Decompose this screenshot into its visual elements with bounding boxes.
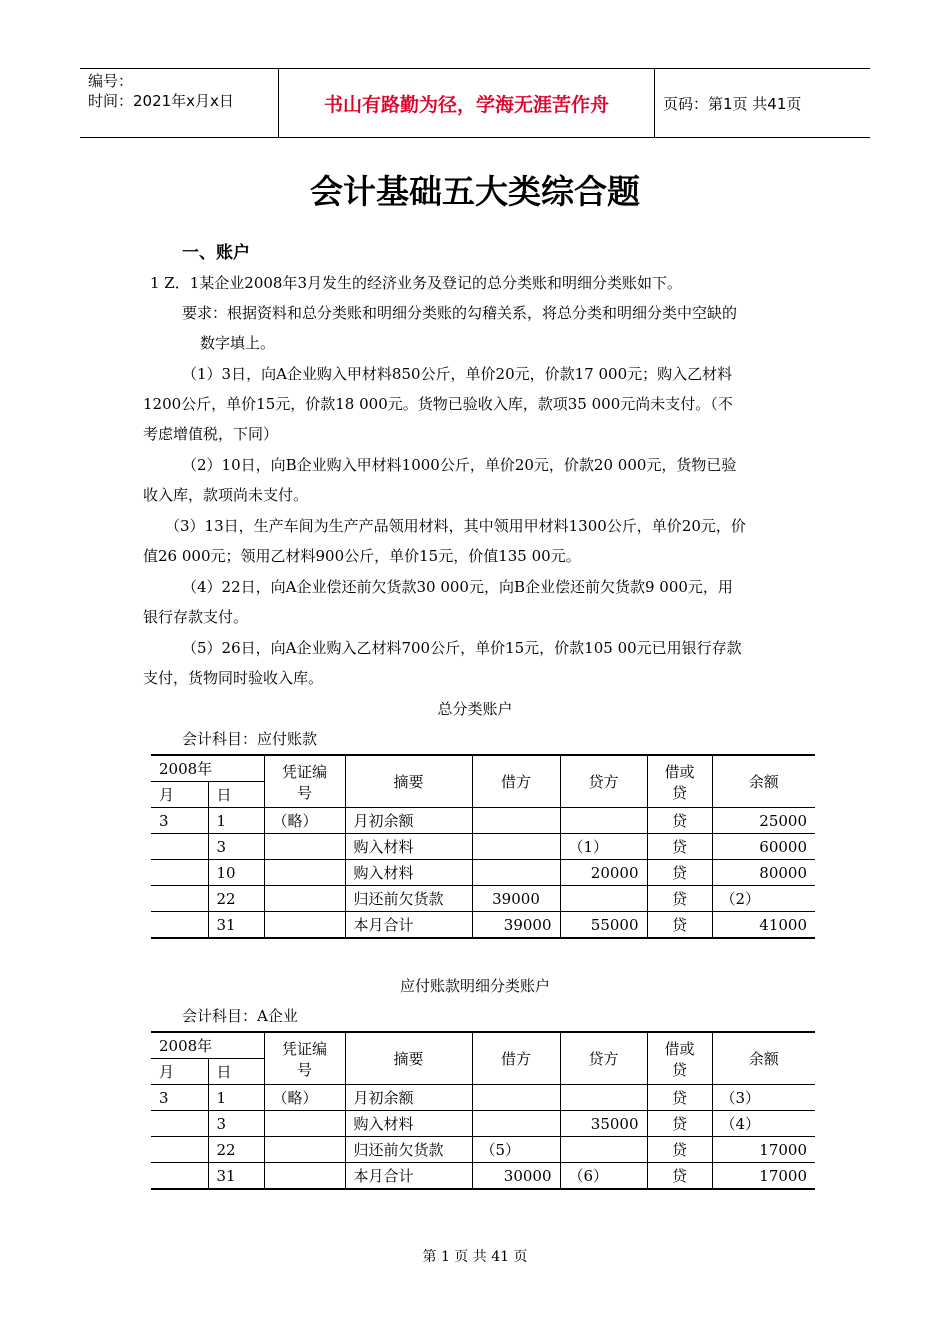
header-year: 2008年 bbox=[151, 755, 264, 782]
table-row bbox=[151, 1085, 815, 1111]
paragraph: 支付，货物同时验收入库。 bbox=[143, 669, 324, 687]
cell-day: 22 bbox=[208, 886, 264, 912]
cell-debit bbox=[472, 860, 560, 886]
cell-balance: 60000 bbox=[712, 834, 815, 860]
cell-summary: 购入材料 bbox=[345, 834, 472, 860]
cell-credit bbox=[560, 1137, 647, 1163]
cell-credit: （6） bbox=[560, 1163, 647, 1190]
table-row bbox=[151, 886, 815, 912]
header-summary: 摘要 bbox=[345, 755, 472, 808]
cell-month bbox=[151, 860, 208, 886]
cell-voucher bbox=[264, 912, 345, 939]
cell-month: 3 bbox=[151, 808, 208, 834]
cell-dc: 贷 bbox=[647, 834, 712, 860]
cell-day: 3 bbox=[208, 1111, 264, 1137]
header-voucher: 凭证编 号 bbox=[264, 1032, 345, 1085]
cell-month bbox=[151, 1111, 208, 1137]
paragraph: 值26 000元；领用乙材料900公斤，单价15元，价值135 00元。 bbox=[143, 547, 581, 565]
cell-dc: 贷 bbox=[647, 860, 712, 886]
cell-voucher bbox=[264, 1163, 345, 1190]
cell-credit: 35000 bbox=[560, 1111, 647, 1137]
cell-dc: 贷 bbox=[647, 1163, 712, 1190]
header-time: 时间：2021年x月x日 bbox=[88, 92, 234, 110]
paragraph: 考虑增值税，下同） bbox=[143, 425, 279, 443]
cell-voucher bbox=[264, 1111, 345, 1137]
cell-day: 31 bbox=[208, 912, 264, 939]
page-header bbox=[80, 68, 870, 138]
cell-summary: 本月合计 bbox=[345, 912, 472, 939]
header-month: 月 bbox=[151, 782, 208, 808]
cell-dc: 贷 bbox=[647, 912, 712, 939]
header-dc: 借或 贷 bbox=[647, 1032, 712, 1085]
cell-debit: 30000 bbox=[472, 1163, 560, 1190]
header-debit: 借方 bbox=[472, 755, 560, 808]
paragraph: 1 Z．1某企业2008年3月发生的经济业务及登记的总分类账和明细分类账如下。 bbox=[150, 274, 682, 292]
cell-voucher: （略） bbox=[264, 1085, 345, 1111]
header-balance: 余额 bbox=[712, 1032, 815, 1085]
cell-dc: 贷 bbox=[647, 808, 712, 834]
paragraph: （4）22日，向A企业偿还前欠货款30 000元，向B企业偿还前欠货款9 000元，用 bbox=[182, 578, 733, 596]
cell-debit: 39000 bbox=[472, 886, 560, 912]
general-ledger-table bbox=[151, 754, 815, 939]
cell-dc: 贷 bbox=[647, 1085, 712, 1111]
cell-balance: （3） bbox=[712, 1085, 815, 1111]
paragraph: 数字填上。 bbox=[200, 334, 276, 352]
cell-dc: 贷 bbox=[647, 886, 712, 912]
paragraph: （3）13日，生产车间为生产产品领用材料，其中领用甲材料1300公斤，单价20元，价 bbox=[165, 517, 746, 535]
cell-voucher bbox=[264, 1137, 345, 1163]
cell-summary: 购入材料 bbox=[345, 1111, 472, 1137]
cell-credit: （1） bbox=[560, 834, 647, 860]
paragraph: （2）10日，向B企业购入甲材料1000公斤，单价20元，价款20 000元，货物已验 bbox=[182, 456, 737, 474]
header-credit: 贷方 bbox=[560, 755, 647, 808]
cell-summary: 购入材料 bbox=[345, 860, 472, 886]
cell-voucher: （略） bbox=[264, 808, 345, 834]
paragraph: （1）3日，向A企业购入甲材料850公斤，单价20元，价款17 000元；购入乙材料 bbox=[182, 365, 733, 383]
cell-debit: 39000 bbox=[472, 912, 560, 939]
cell-debit: （5） bbox=[472, 1137, 560, 1163]
cell-summary: 月初余额 bbox=[345, 808, 472, 834]
header-debit: 借方 bbox=[472, 1032, 560, 1085]
table-row bbox=[151, 1111, 815, 1137]
header-day: 日 bbox=[208, 1059, 264, 1085]
header-dc: 借或 贷 bbox=[647, 755, 712, 808]
cell-balance: 80000 bbox=[712, 860, 815, 886]
table-row bbox=[151, 912, 815, 939]
cell-day: 10 bbox=[208, 860, 264, 886]
cell-day: 3 bbox=[208, 834, 264, 860]
cell-dc: 贷 bbox=[647, 1137, 712, 1163]
header-day: 日 bbox=[208, 782, 264, 808]
cell-voucher bbox=[264, 860, 345, 886]
cell-balance: 17000 bbox=[712, 1137, 815, 1163]
ledger1-caption: 总分类账户 bbox=[437, 700, 513, 718]
table-row bbox=[151, 1137, 815, 1163]
cell-credit bbox=[560, 808, 647, 834]
cell-summary: 归还前欠货款 bbox=[345, 1137, 472, 1163]
cell-credit bbox=[560, 886, 647, 912]
header-month: 月 bbox=[151, 1059, 208, 1085]
paragraph: 银行存款支付。 bbox=[143, 608, 249, 626]
cell-day: 22 bbox=[208, 1137, 264, 1163]
cell-month bbox=[151, 886, 208, 912]
cell-summary: 月初余额 bbox=[345, 1085, 472, 1111]
cell-voucher bbox=[264, 886, 345, 912]
cell-credit bbox=[560, 1085, 647, 1111]
header-voucher: 凭证编 号 bbox=[264, 755, 345, 808]
cell-month bbox=[151, 834, 208, 860]
cell-summary: 本月合计 bbox=[345, 1163, 472, 1190]
cell-day: 1 bbox=[208, 808, 264, 834]
cell-voucher bbox=[264, 834, 345, 860]
paragraph: 收入库，款项尚未支付。 bbox=[143, 486, 309, 504]
cell-month bbox=[151, 1137, 208, 1163]
paragraph: 要求：根据资料和总分类账和明细分类账的勾稽关系，将总分类和明细分类中空缺的 bbox=[182, 304, 738, 322]
paragraph: 1200公斤，单价15元，价款18 000元。货物已验收入库，款项35 000元尚未支付。（不 bbox=[143, 395, 733, 413]
page-footer: 第 1 页 共 41 页 bbox=[422, 1249, 528, 1265]
header-summary: 摘要 bbox=[345, 1032, 472, 1085]
header-number: 编号： bbox=[88, 72, 134, 90]
cell-dc: 贷 bbox=[647, 1111, 712, 1137]
cell-day: 31 bbox=[208, 1163, 264, 1190]
table-row bbox=[151, 834, 815, 860]
cell-balance: （2） bbox=[712, 886, 815, 912]
cell-credit: 20000 bbox=[560, 860, 647, 886]
ledger2-subject: 会计科目：A企业 bbox=[182, 1007, 298, 1025]
header-page: 页码：第1页 共41页 bbox=[663, 94, 802, 113]
cell-month: 3 bbox=[151, 1085, 208, 1111]
header-balance: 余额 bbox=[712, 755, 815, 808]
cell-debit bbox=[472, 834, 560, 860]
cell-debit bbox=[472, 808, 560, 834]
ledger2-caption: 应付账款明细分类账户 bbox=[399, 977, 550, 995]
cell-summary: 归还前欠货款 bbox=[345, 886, 472, 912]
table-row bbox=[151, 808, 815, 834]
cell-balance: 17000 bbox=[712, 1163, 815, 1190]
header-credit: 贷方 bbox=[560, 1032, 647, 1085]
cell-balance: 25000 bbox=[712, 808, 815, 834]
header-motto: 书山有路勤为径，学海无涯苦作舟 bbox=[278, 69, 655, 137]
cell-balance: 41000 bbox=[712, 912, 815, 939]
header-year: 2008年 bbox=[151, 1032, 264, 1059]
table-row bbox=[151, 1163, 815, 1190]
table-row bbox=[151, 860, 815, 886]
paragraph: （5）26日，向A企业购入乙材料700公斤，单价15元，价款105 00元已用银行存款 bbox=[182, 639, 742, 657]
subsidiary-ledger-table bbox=[151, 1031, 815, 1190]
cell-month bbox=[151, 912, 208, 939]
section-heading: 一、账户 bbox=[182, 243, 250, 263]
cell-debit bbox=[472, 1085, 560, 1111]
header-info bbox=[80, 69, 278, 137]
cell-balance: （4） bbox=[712, 1111, 815, 1137]
cell-month bbox=[151, 1163, 208, 1190]
cell-credit: 55000 bbox=[560, 912, 647, 939]
cell-day: 1 bbox=[208, 1085, 264, 1111]
ledger1-subject: 会计科目：应付账款 bbox=[182, 730, 318, 748]
cell-debit bbox=[472, 1111, 560, 1137]
document-title: 会计基础五大类综合题 bbox=[310, 172, 640, 211]
